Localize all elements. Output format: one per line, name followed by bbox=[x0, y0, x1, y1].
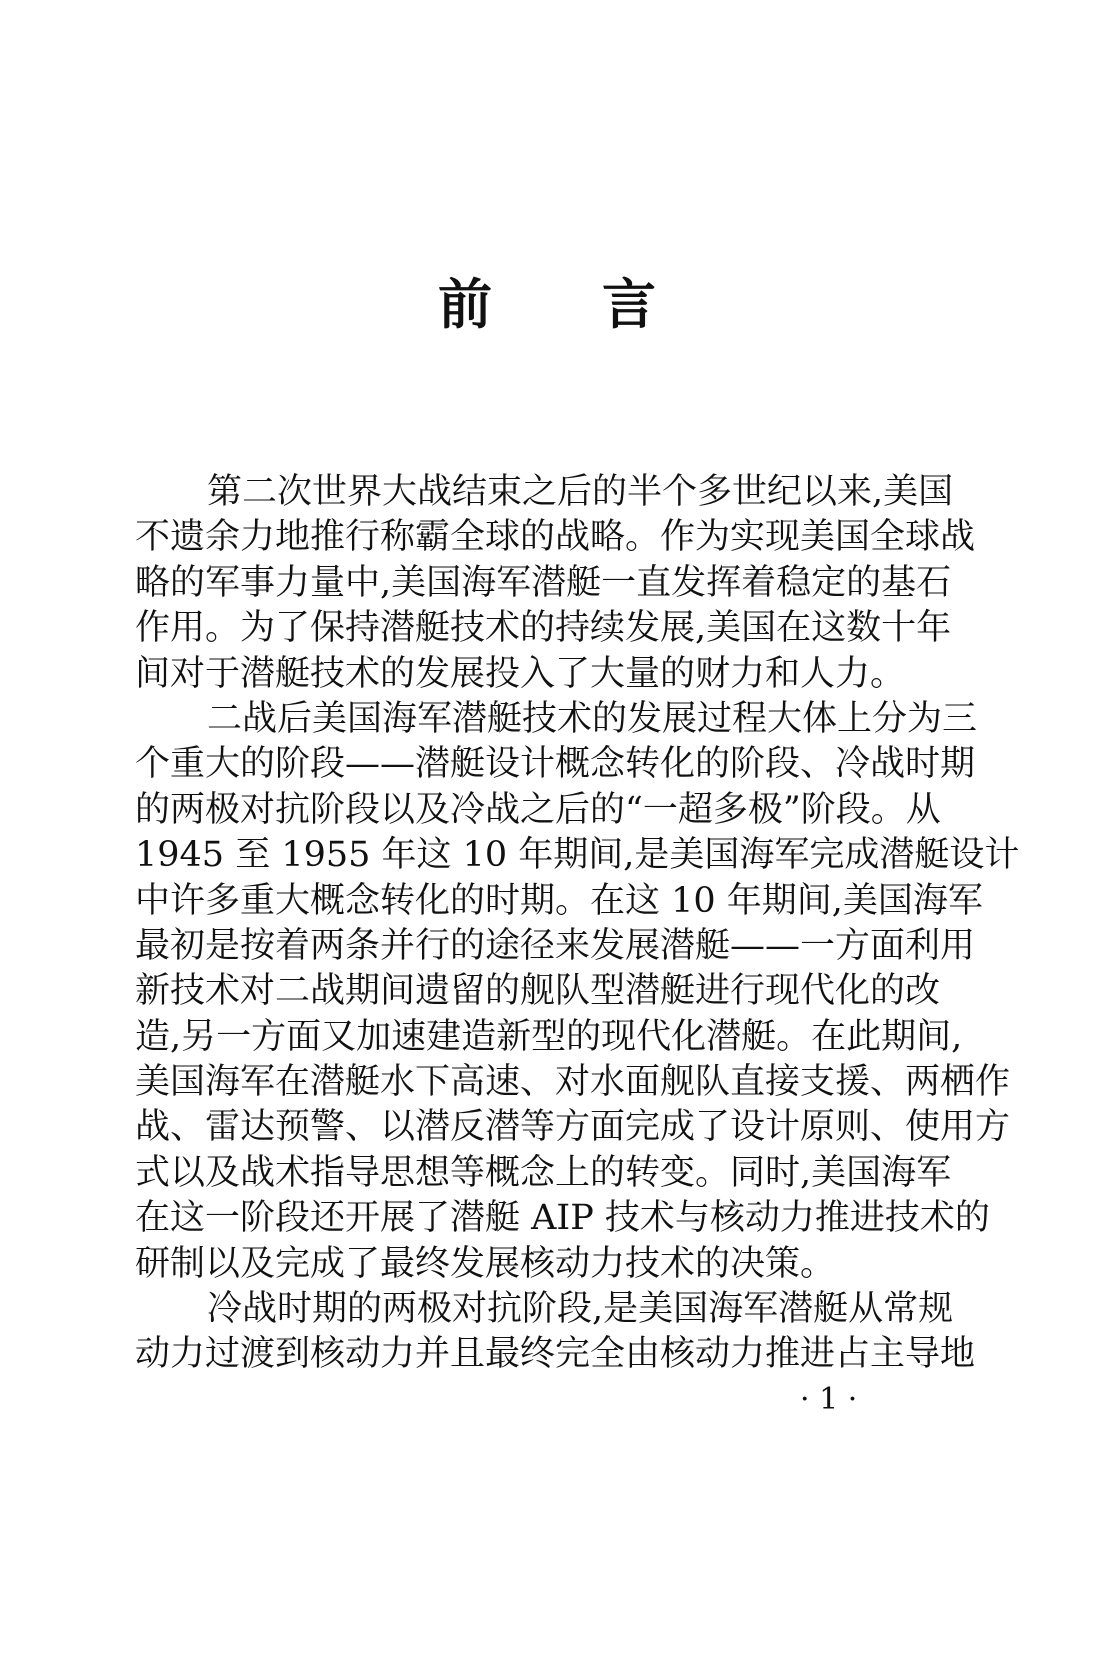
text-line: 战、雷达预警、以潜反潜等方面完成了设计原则、使用方 bbox=[135, 1107, 1011, 1148]
paragraph bbox=[135, 1287, 976, 1378]
page-title bbox=[0, 262, 1094, 339]
text-line: 间对于潜艇技术的发展投入了大量的财力和人力。 bbox=[135, 653, 906, 694]
text-line: 研制以及完成了最终发展核动力技术的决策。 bbox=[135, 1243, 836, 1284]
text-line: 作用。为了保持潜艇技术的持续发展,美国在这数十年 bbox=[135, 608, 952, 649]
text-line: 略的军事力量中,美国海军潜艇一直发挥着稳定的基石 bbox=[135, 562, 952, 603]
text-line: 在这一阶段还开展了潜艇 AIP 技术与核动力推进技术的 bbox=[135, 1198, 990, 1239]
text-line: 不遗余力地推行称霸全球的战略。作为实现美国全球战 bbox=[135, 517, 976, 558]
text-line: 美国海军在潜艇水下高速、对水面舰队直接支援、两栖作 bbox=[135, 1062, 1011, 1103]
text-line: 新技术对二战期间遗留的舰队型潜艇进行现代化的改 bbox=[135, 971, 941, 1012]
text-line: 第二次世界大战结束之后的半个多世纪以来,美国 bbox=[207, 472, 954, 512]
text-line: 中许多重大概念转化的时期。在这 10 年期间,美国海军 bbox=[135, 880, 983, 921]
text-line: 的两极对抗阶段以及冷战之后的“一超多极”阶段。从 bbox=[135, 789, 941, 830]
text-line: 造,另一方面又加速建造新型的现代化潜艇。在此期间, bbox=[135, 1016, 963, 1057]
page-number: · 1 · bbox=[800, 1382, 858, 1417]
text-line: 动力过渡到核动力并且最终完全由核动力推进占主导地 bbox=[135, 1334, 976, 1375]
paragraph bbox=[135, 697, 1020, 1287]
text-line: 1945 至 1955 年这 10 年期间,是美国海军完成潜艇设计 bbox=[135, 835, 1020, 876]
text-line: 冷战时期的两极对抗阶段,是美国海军潜艇从常规 bbox=[207, 1289, 954, 1330]
text-line: 个重大的阶段——潜艇设计概念转化的阶段、冷战时期 bbox=[135, 744, 976, 785]
text-line: 二战后美国海军潜艇技术的发展过程大体上分为三 bbox=[207, 698, 978, 739]
paragraph bbox=[135, 470, 976, 697]
title-char: 言 bbox=[602, 273, 656, 336]
text-line: 最初是按着两条并行的途径来发展潜艇——一方面利用 bbox=[135, 925, 976, 966]
title-char: 前 bbox=[438, 273, 492, 336]
body-text bbox=[135, 470, 1020, 1378]
text-line: 式以及战术指导思想等概念上的转变。同时,美国海军 bbox=[135, 1152, 952, 1193]
